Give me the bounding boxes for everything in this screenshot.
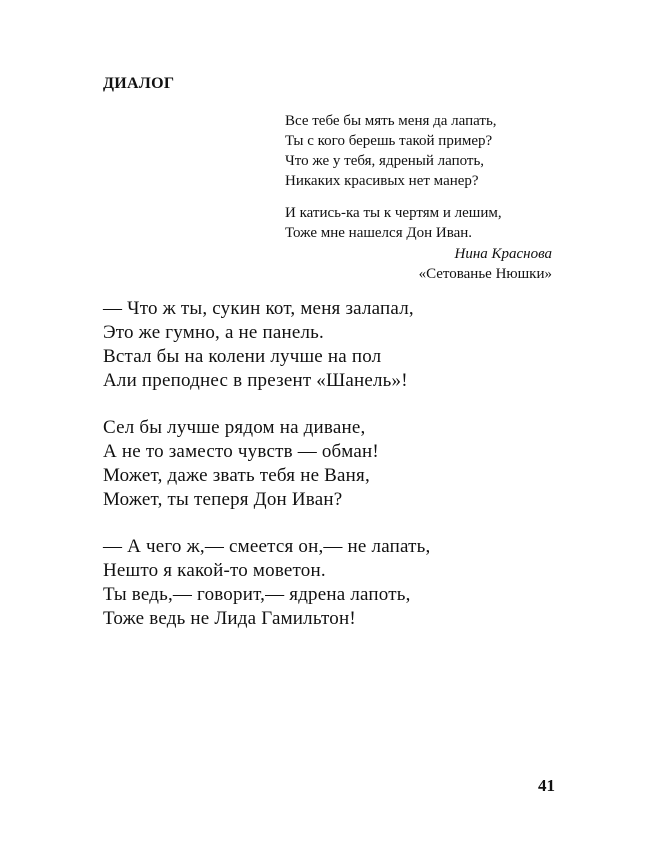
poem-line: Сел бы лучше рядом на диване, <box>103 417 366 438</box>
poem-line: Ты ведь,— говорит,— ядрена лапоть, <box>103 584 411 605</box>
poem-body <box>103 297 430 654</box>
poem-line: Может, ты теперя Дон Иван? <box>103 489 343 510</box>
poem-line: Тоже ведь не Лида Гамильтон! <box>103 608 356 629</box>
poem-line: Может, даже звать тебя не Ваня, <box>103 465 370 486</box>
page-number: 41 <box>538 776 555 795</box>
epigraph-line: Никаких красивых нет манер? <box>285 173 479 189</box>
epigraph-stanza <box>285 203 502 243</box>
epigraph <box>285 111 502 255</box>
poem-line: Это же гумно, а не панель. <box>103 322 324 343</box>
poem-line: А не то заместо чувств — обман! <box>103 441 379 462</box>
epigraph-line: Что же у тебя, ядреный лапоть, <box>285 153 485 169</box>
poem-line: Али преподнес в презент «Шанель»! <box>103 370 408 391</box>
poem-line: — Что ж ты, сукин кот, меня залапал, <box>103 298 414 319</box>
epigraph-stanza <box>285 111 502 191</box>
epigraph-attribution <box>419 244 552 284</box>
epigraph-author: Нина Краснова <box>454 246 552 262</box>
poem-stanza <box>103 535 430 631</box>
epigraph-source: «Сетованье Нюшки» <box>418 266 552 282</box>
poem-title: ДИАЛОГ <box>103 75 175 92</box>
epigraph-line: Тоже мне нашелся Дон Иван. <box>285 225 473 241</box>
poem-line: Встал бы на колени лучше на пол <box>103 346 382 367</box>
poem-line: Нешто я какой-то моветон. <box>103 560 326 581</box>
poem-stanza <box>103 416 430 512</box>
poem-line: — А чего ж,— смеется он,— не лапать, <box>103 536 431 557</box>
epigraph-line: Все тебе бы мять меня да лапать, <box>285 113 497 129</box>
poem-stanza <box>103 297 430 393</box>
epigraph-line: Ты с кого берешь такой пример? <box>285 133 493 149</box>
epigraph-line: И катись-ка ты к чертям и лешим, <box>285 205 502 221</box>
